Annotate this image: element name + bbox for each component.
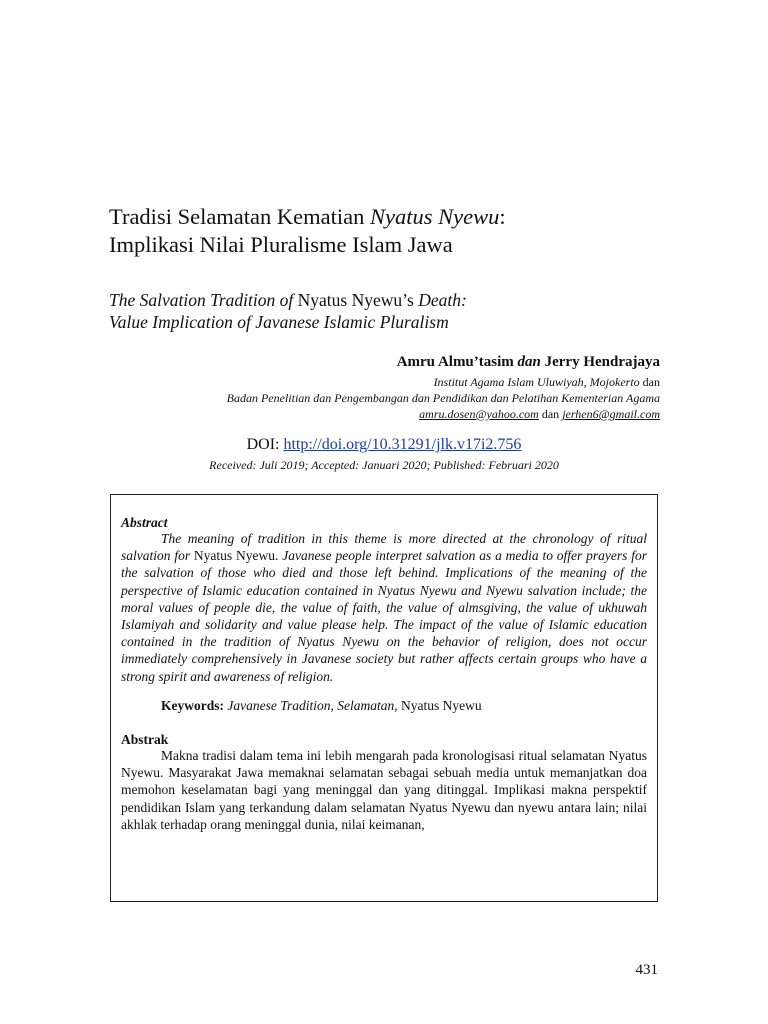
- paper-subtitle: [109, 289, 669, 333]
- abstract-text-c: Javanese people interpret salvation as a media to offer prayers for the salvation of those who died and those left behind. Implications of the meaning of the perspective of Islamic education contained in Nyatus Nyewu and Nyewu salvation include; the moral values of people die, the value of faith, the value of almsgiving, the value of ukhuwah Islamiyah and solidarity and value please help. The impact of the value of Islamic education contained in the tradition of Nyatus Nyewu on the behavior of religion, does not occur immediately comprehensively in Javanese society but rather affects certain groups who have a strong spirit and awareness of religion.: [121, 548, 647, 684]
- email-link-1[interactable]: amru.dosen@yahoo.com: [419, 407, 539, 421]
- keywords-label: Keywords:: [161, 697, 224, 713]
- subtitle-part-1: The Salvation Tradition of: [109, 290, 298, 310]
- subtitle-part-3: Death:: [413, 290, 467, 310]
- email-link-2[interactable]: jerhen6@gmail.com: [562, 407, 660, 421]
- doi-link[interactable]: http://doi.org/10.31291/jlk.v17i2.756: [283, 436, 522, 453]
- author-line: [397, 354, 660, 371]
- abstrak-heading: Abstrak: [121, 732, 169, 748]
- keywords-line: [161, 697, 647, 714]
- subtitle-line-1: [109, 289, 669, 311]
- title-line-2: Implikasi Nilai Pluralisme Islam Jawa: [109, 232, 453, 257]
- affiliation-1-text: Institut Agama Islam Uluwiyah, Mojokerto: [433, 375, 640, 389]
- author-2: Jerry Hendrajaya: [544, 354, 660, 370]
- affiliation-2-text: Badan Penelitian dan Pengembangan dan Pendidikan dan Pelatihan Kementerian Agama: [226, 391, 660, 405]
- paper-title: [109, 203, 669, 259]
- abstrak-text: Makna tradisi dalam tema ini lebih mengarah pada kronologisasi ritual selamatan Nyatus Nyewu. Masyarakat Jawa memaknai selamatan sebagai sebuah media untuk memanjatkan doa memohon keselamatan bagi yang meninggal dan yang ditinggal. Implikasi makna perspektif pendidikan Islam yang terkandung dalam selamatan Nyatus Nyewu dan nyewu antara lain; nilai akhlak terhadap orang meninggal dunia, nilai keimanan,: [121, 748, 647, 832]
- abstract-text-a: The meaning of tradition in this theme is more directed at the chronology of ritual salvation for: [121, 531, 647, 564]
- abstract-text-b: Nyatus Nyewu.: [193, 548, 279, 564]
- title-line-1-suffix: :: [499, 204, 506, 229]
- title-line-1: [109, 203, 669, 231]
- keywords-plain: Nyatus Nyewu: [400, 697, 482, 713]
- title-line-1-italic: Nyatus Nyewu: [370, 204, 500, 229]
- abstract-heading: Abstract: [121, 515, 168, 530]
- abstract-text: [121, 530, 647, 685]
- subtitle-line-2: Value Implication of Javanese Islamic Pluralism: [109, 312, 449, 332]
- affiliation-2: [227, 391, 660, 406]
- keywords-italic: Javanese Tradition, Selamatan,: [227, 697, 398, 713]
- doi-label: DOI:: [246, 436, 284, 453]
- affiliation-1: [434, 375, 660, 390]
- author-1: Amru Almu’tasim: [396, 354, 514, 370]
- affiliation-1-connector: dan: [642, 375, 660, 389]
- subtitle-part-2: Nyatus Nyewu’s: [297, 290, 414, 310]
- page-number: 431: [635, 962, 658, 978]
- email-connector: dan: [541, 407, 560, 421]
- doi-line: [0, 436, 768, 454]
- email-line: [419, 407, 660, 422]
- author-connector: dan: [517, 354, 541, 370]
- abstract-box-content: [121, 515, 647, 833]
- abstract-box: [110, 494, 658, 902]
- publication-dates: Received: Juli 2019; Accepted: Januari 2020; Published: Februari 2020: [209, 458, 559, 472]
- title-line-1-text: Tradisi Selamatan Kematian: [109, 204, 370, 229]
